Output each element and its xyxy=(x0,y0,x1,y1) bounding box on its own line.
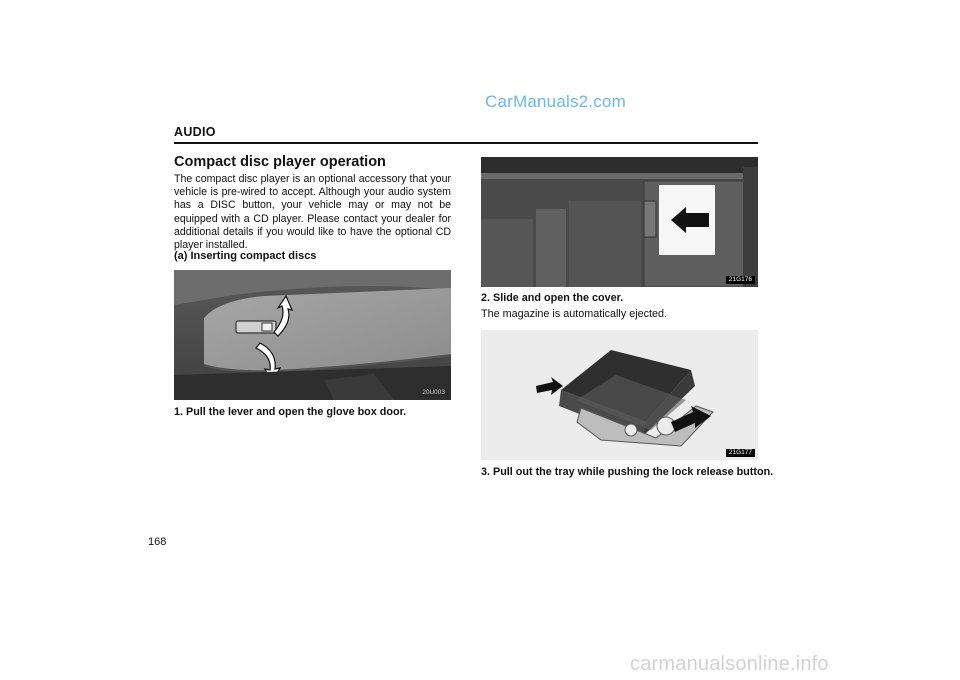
page-heading: Compact disc player operation xyxy=(174,154,386,170)
intro-paragraph: The compact disc player is an optional accessory that your vehicle is pre-wired to accept. Although your audio system has a DISC button, your vehicle may or may not be equipped with a CD player. Please contact your dealer for additional details if you would like to have the optional CD player installed. xyxy=(174,173,451,252)
figure-slide-cover xyxy=(481,157,758,287)
step-2: 2. Slide and open the cover. xyxy=(481,292,624,304)
step-3: 3. Pull out the tray while pushing the lock release button. xyxy=(481,466,774,478)
header-rule xyxy=(174,142,758,144)
subheading-inserting-discs: (a) Inserting compact discs xyxy=(174,250,317,262)
page-number: 168 xyxy=(148,536,167,548)
section-title: AUDIO xyxy=(174,125,216,139)
figure-magazine-tray xyxy=(481,330,758,460)
footer-watermark[interactable]: carmanualsonline.info xyxy=(630,653,829,675)
watermark-logo[interactable]: CarManuals2.com xyxy=(485,92,626,111)
step-1: 1. Pull the lever and open the glove box door. xyxy=(174,406,407,418)
figure-glove-box xyxy=(174,270,451,400)
figure-code: 20U003 xyxy=(419,389,448,397)
figure-code: 21G176 xyxy=(726,276,755,284)
figure-code: 21G177 xyxy=(726,449,755,457)
step-2-note: The magazine is automatically ejected. xyxy=(481,308,668,320)
